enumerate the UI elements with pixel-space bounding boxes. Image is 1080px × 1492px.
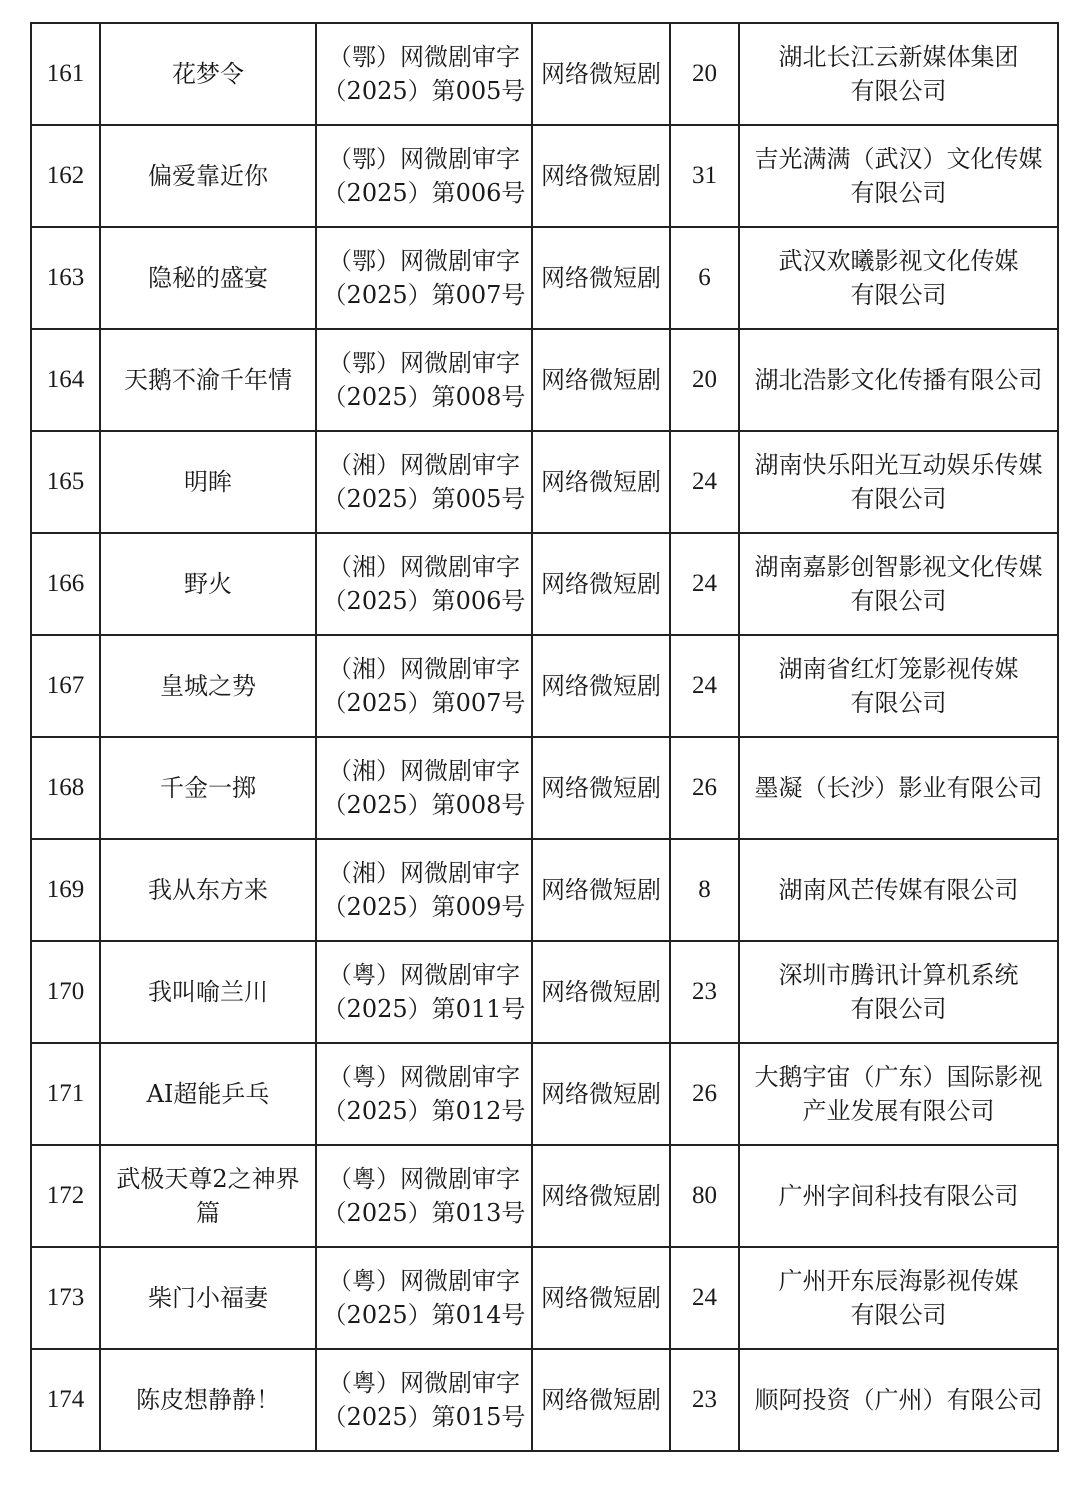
episode-count: 24 bbox=[670, 1247, 739, 1349]
table-row bbox=[31, 431, 1058, 533]
production-company-line2: 有限公司 bbox=[850, 587, 947, 615]
drama-title: 天鹅不渝千年情 bbox=[100, 329, 316, 431]
license-number-line2: （2025）第007号 bbox=[322, 281, 526, 309]
production-company-line2: 产业发展有限公司 bbox=[802, 1097, 995, 1125]
license-number-line2: （2025）第015号 bbox=[322, 1403, 526, 1431]
license-number-line2: （2025）第008号 bbox=[322, 791, 526, 819]
license-number-line2: （2025）第012号 bbox=[322, 1097, 526, 1125]
drama-type: 网络微短剧 bbox=[532, 227, 670, 329]
drama-title: 花梦令 bbox=[100, 23, 316, 125]
drama-type: 网络微短剧 bbox=[532, 125, 670, 227]
license-number-line2: （2025）第005号 bbox=[322, 77, 526, 105]
registration-table bbox=[30, 22, 1059, 1452]
production-company-line1: 墨凝（长沙）影业有限公司 bbox=[754, 774, 1043, 802]
row-number: 162 bbox=[31, 125, 100, 227]
license-number-line2: （2025）第011号 bbox=[322, 995, 526, 1023]
license-number-line2: （2025）第006号 bbox=[322, 179, 526, 207]
drama-title: 野火 bbox=[100, 533, 316, 635]
drama-type: 网络微短剧 bbox=[532, 635, 670, 737]
table-row bbox=[31, 329, 1058, 431]
license-number bbox=[316, 1247, 532, 1349]
production-company bbox=[739, 125, 1058, 227]
production-company bbox=[739, 1145, 1058, 1247]
production-company-line2: 有限公司 bbox=[850, 179, 947, 207]
row-number: 164 bbox=[31, 329, 100, 431]
license-number-line1: （粤）网微剧审字 bbox=[328, 1267, 520, 1295]
table-row bbox=[31, 1247, 1058, 1349]
episode-count: 26 bbox=[670, 1043, 739, 1145]
table-row bbox=[31, 227, 1058, 329]
episode-count: 31 bbox=[670, 125, 739, 227]
table-row bbox=[31, 23, 1058, 125]
drama-title: 皇城之势 bbox=[100, 635, 316, 737]
episode-count: 23 bbox=[670, 1349, 739, 1451]
drama-type: 网络微短剧 bbox=[532, 1247, 670, 1349]
drama-type: 网络微短剧 bbox=[532, 329, 670, 431]
table-body bbox=[31, 23, 1058, 1451]
license-number bbox=[316, 431, 532, 533]
production-company-line1: 湖北长江云新媒体集团 bbox=[778, 43, 1019, 71]
license-number bbox=[316, 1043, 532, 1145]
license-number bbox=[316, 23, 532, 125]
production-company-line2: 有限公司 bbox=[850, 77, 947, 105]
drama-type: 网络微短剧 bbox=[532, 941, 670, 1043]
license-number-line2: （2025）第007号 bbox=[322, 689, 526, 717]
drama-type: 网络微短剧 bbox=[532, 1145, 670, 1247]
drama-type: 网络微短剧 bbox=[532, 1043, 670, 1145]
license-number bbox=[316, 839, 532, 941]
table-row bbox=[31, 839, 1058, 941]
production-company-line1: 深圳市腾讯计算机系统 bbox=[778, 961, 1019, 989]
row-number: 169 bbox=[31, 839, 100, 941]
drama-title: 偏爱靠近你 bbox=[100, 125, 316, 227]
production-company-line1: 武汉欢曦影视文化传媒 bbox=[778, 247, 1019, 275]
drama-title: 我叫喻兰川 bbox=[100, 941, 316, 1043]
production-company-line1: 湖南风芒传媒有限公司 bbox=[778, 876, 1019, 904]
table-row bbox=[31, 737, 1058, 839]
production-company-line1: 广州字间科技有限公司 bbox=[778, 1182, 1019, 1210]
drama-type: 网络微短剧 bbox=[532, 737, 670, 839]
license-number-line2: （2025）第009号 bbox=[322, 893, 526, 921]
episode-count: 24 bbox=[670, 533, 739, 635]
license-number-line2: （2025）第006号 bbox=[322, 587, 526, 615]
license-number-line1: （鄂）网微剧审字 bbox=[328, 247, 520, 275]
license-number bbox=[316, 329, 532, 431]
drama-title: 千金一掷 bbox=[100, 737, 316, 839]
license-number-line1: （粤）网微剧审字 bbox=[328, 1063, 520, 1091]
row-number: 172 bbox=[31, 1145, 100, 1247]
production-company-line1: 湖南省红灯笼影视传媒 bbox=[778, 655, 1019, 683]
production-company-line1: 湖南嘉影创智影视文化传媒 bbox=[754, 553, 1043, 581]
row-number: 167 bbox=[31, 635, 100, 737]
production-company-line1: 湖南快乐阳光互动娱乐传媒 bbox=[754, 451, 1043, 479]
row-number: 174 bbox=[31, 1349, 100, 1451]
table-row bbox=[31, 635, 1058, 737]
production-company bbox=[739, 737, 1058, 839]
license-number bbox=[316, 635, 532, 737]
license-number-line1: （湘）网微剧审字 bbox=[328, 451, 520, 479]
episode-count: 23 bbox=[670, 941, 739, 1043]
license-number-line2: （2025）第008号 bbox=[322, 383, 526, 411]
production-company bbox=[739, 1043, 1058, 1145]
production-company bbox=[739, 1349, 1058, 1451]
table-row bbox=[31, 125, 1058, 227]
license-number-line2: （2025）第014号 bbox=[322, 1301, 526, 1329]
episode-count: 24 bbox=[670, 431, 739, 533]
drama-title: 隐秘的盛宴 bbox=[100, 227, 316, 329]
production-company-line1: 顺阿投资（广州）有限公司 bbox=[754, 1386, 1043, 1414]
production-company-line2: 有限公司 bbox=[850, 995, 947, 1023]
drama-title: 我从东方来 bbox=[100, 839, 316, 941]
episode-count: 24 bbox=[670, 635, 739, 737]
license-number-line1: （湘）网微剧审字 bbox=[328, 655, 520, 683]
license-number bbox=[316, 533, 532, 635]
license-number-line2: （2025）第013号 bbox=[322, 1199, 526, 1227]
drama-title: 明眸 bbox=[100, 431, 316, 533]
drama-type: 网络微短剧 bbox=[532, 533, 670, 635]
license-number bbox=[316, 1349, 532, 1451]
license-number-line1: （湘）网微剧审字 bbox=[328, 859, 520, 887]
episode-count: 20 bbox=[670, 329, 739, 431]
production-company-line1: 广州开东辰海影视传媒 bbox=[778, 1267, 1019, 1295]
row-number: 170 bbox=[31, 941, 100, 1043]
production-company-line2: 有限公司 bbox=[850, 689, 947, 717]
production-company bbox=[739, 635, 1058, 737]
row-number: 165 bbox=[31, 431, 100, 533]
production-company bbox=[739, 329, 1058, 431]
production-company bbox=[739, 533, 1058, 635]
row-number: 166 bbox=[31, 533, 100, 635]
drama-title: 武极天尊2之神界篇 bbox=[100, 1145, 316, 1247]
production-company bbox=[739, 227, 1058, 329]
license-number-line1: （湘）网微剧审字 bbox=[328, 757, 520, 785]
drama-type: 网络微短剧 bbox=[532, 431, 670, 533]
episode-count: 8 bbox=[670, 839, 739, 941]
license-number bbox=[316, 227, 532, 329]
production-company bbox=[739, 941, 1058, 1043]
production-company-line2: 有限公司 bbox=[850, 281, 947, 309]
production-company bbox=[739, 23, 1058, 125]
license-number-line1: （粤）网微剧审字 bbox=[328, 1369, 520, 1397]
table-row bbox=[31, 533, 1058, 635]
episode-count: 20 bbox=[670, 23, 739, 125]
license-number bbox=[316, 1145, 532, 1247]
production-company-line1: 大鹅宇宙（广东）国际影视 bbox=[754, 1063, 1043, 1091]
production-company-line1: 湖北浩影文化传播有限公司 bbox=[754, 366, 1043, 394]
table-row bbox=[31, 1043, 1058, 1145]
drama-title: 柴门小福妻 bbox=[100, 1247, 316, 1349]
license-number-line1: （鄂）网微剧审字 bbox=[328, 145, 520, 173]
production-company-line2: 有限公司 bbox=[850, 485, 947, 513]
row-number: 168 bbox=[31, 737, 100, 839]
table-row bbox=[31, 1349, 1058, 1451]
production-company bbox=[739, 431, 1058, 533]
drama-type: 网络微短剧 bbox=[532, 839, 670, 941]
row-number: 171 bbox=[31, 1043, 100, 1145]
drama-title: 陈皮想静静！ bbox=[100, 1349, 316, 1451]
drama-type: 网络微短剧 bbox=[532, 23, 670, 125]
table-row bbox=[31, 1145, 1058, 1247]
production-company-line2: 有限公司 bbox=[850, 1301, 947, 1329]
drama-title: AI超能乒乓 bbox=[100, 1043, 316, 1145]
drama-type: 网络微短剧 bbox=[532, 1349, 670, 1451]
license-number bbox=[316, 941, 532, 1043]
row-number: 161 bbox=[31, 23, 100, 125]
license-number-line1: （鄂）网微剧审字 bbox=[328, 43, 520, 71]
episode-count: 26 bbox=[670, 737, 739, 839]
row-number: 173 bbox=[31, 1247, 100, 1349]
license-number bbox=[316, 737, 532, 839]
license-number-line1: （湘）网微剧审字 bbox=[328, 553, 520, 581]
license-number bbox=[316, 125, 532, 227]
row-number: 163 bbox=[31, 227, 100, 329]
episode-count: 6 bbox=[670, 227, 739, 329]
production-company bbox=[739, 839, 1058, 941]
license-number-line1: （粤）网微剧审字 bbox=[328, 1165, 520, 1193]
table-row bbox=[31, 941, 1058, 1043]
license-number-line1: （粤）网微剧审字 bbox=[328, 961, 520, 989]
production-company-line1: 吉光满满（武汉）文化传媒 bbox=[754, 145, 1043, 173]
episode-count: 80 bbox=[670, 1145, 739, 1247]
license-number-line2: （2025）第005号 bbox=[322, 485, 526, 513]
license-number-line1: （鄂）网微剧审字 bbox=[328, 349, 520, 377]
production-company bbox=[739, 1247, 1058, 1349]
